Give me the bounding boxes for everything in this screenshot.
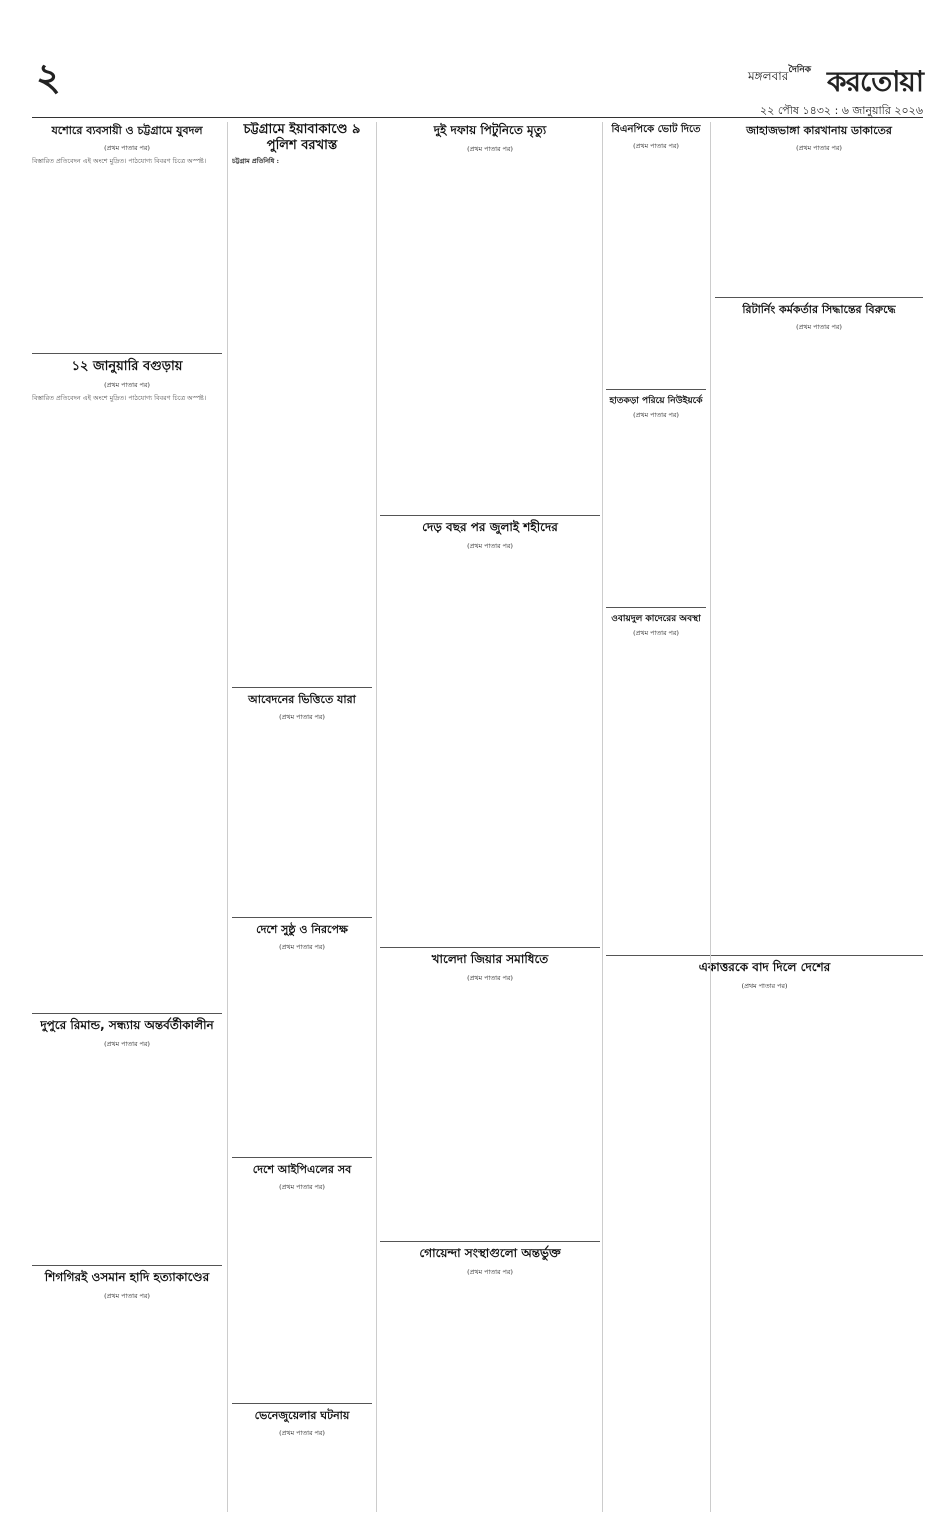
logo-small-text: দৈনিক [788, 65, 811, 75]
story-jessore [32, 122, 222, 350]
continuation-note: (প্রথম পাতার পর) [741, 982, 788, 990]
headline: দেশে আইপিএলের সব [252, 1163, 352, 1176]
column-divider [376, 122, 377, 1512]
continuation-note: (প্রথম পাতার পর) [279, 1183, 325, 1191]
continuation-note: (প্রথম পাতার পর) [104, 1040, 150, 1048]
masthead [0, 0, 945, 117]
headline: চট্টগ্রামে ইয়াবাকাণ্ডে ৯ পুলিশ বরখাস্ত [243, 122, 361, 153]
headline: একাত্তরকে বাদ দিলে দেশের [698, 960, 831, 974]
story-remand [32, 1010, 222, 1070]
headline: গোয়েন্দা সংস্থাগুলো অন্তর্ভুক্ত [419, 1246, 561, 1260]
story-intel [380, 1238, 600, 1278]
continuation-note: (প্রথম পাতার পর) [467, 1268, 513, 1276]
continuation-note: (প্রথম পাতার পর) [796, 144, 842, 152]
headline: ওবায়দুল কাদেরের অবস্থা [611, 614, 701, 624]
logo-name: করতোয়া [827, 65, 923, 98]
story-yaba [232, 122, 372, 182]
story-1971 [606, 952, 923, 992]
headline: যশোরে ব্যবসায়ী ও চট্টগ্রামে যুবদল [51, 124, 203, 137]
headline: জাহাজভাঙ্গা কারখানায় ডাকাতের [746, 124, 892, 137]
continuation-note: (প্রথম পাতার পর) [104, 144, 150, 152]
story-handcuff [606, 386, 706, 426]
story-obaidul [606, 604, 706, 644]
newspaper-logo [748, 60, 923, 107]
story-ipl [232, 1154, 372, 1194]
continuation-note: (প্রথম পাতার পর) [467, 145, 513, 153]
headline: হাতকড়া পরিয়ে নিউইয়র্কে [609, 396, 703, 406]
story-fair [232, 914, 372, 954]
story-khaleda [380, 944, 600, 984]
headline: রিটার্নিং কর্মকর্তার সিদ্ধান্তের বিরুদ্ধে [742, 303, 896, 316]
page-number: ২ [36, 55, 61, 99]
dateline: ২২ পৌষ ১৪৩২ : ৬ জানুয়ারি ২০২৬ [760, 104, 923, 117]
story-returning-officer [715, 294, 923, 334]
continuation-note: (প্রথম পাতার পর) [633, 629, 679, 637]
headline: খালেদা জিয়ার সমাধিতে [431, 952, 549, 966]
headline: দেড় বছর পর জুলাই শহীদের [422, 520, 558, 534]
story-bogura [32, 350, 222, 640]
continuation-note: (প্রথম পাতার পর) [633, 411, 679, 419]
continuation-note: (প্রথম পাতার পর) [279, 1429, 325, 1437]
headline: দুপুরে রিমান্ড, সন্ধ্যায় অন্তর্বর্তীকালীন [40, 1018, 214, 1032]
story-shipyard [715, 122, 923, 162]
continuation-note: (প্রথম পাতার পর) [467, 974, 513, 982]
continuation-note: (প্রথম পাতার পর) [104, 381, 150, 389]
headline: বিএনপিকে ভোট দিতে [611, 124, 701, 135]
continuation-note: (প্রথম পাতার পর) [279, 943, 325, 951]
column-divider [227, 122, 228, 1512]
headline: শিগগিরই ওসমান হাদি হত্যাকাণ্ডের [44, 1270, 210, 1284]
continuation-note: (প্রথম পাতার পর) [104, 1292, 150, 1300]
column-divider [602, 122, 603, 1512]
story-july [380, 512, 600, 552]
continuation-note: (প্রথম পাতার পর) [279, 713, 325, 721]
story-venezuela [232, 1400, 372, 1440]
story-beating [380, 122, 600, 162]
story-body: বিস্তারিত প্রতিবেদন এই অংশে মুদ্রিত। পাঠযোগ্য বিবরণ চিত্রে অস্পষ্ট। [32, 157, 207, 165]
story-abedon [232, 684, 372, 724]
column-divider [710, 122, 711, 1512]
story-bnp-vote [606, 122, 706, 162]
story-body: বিস্তারিত প্রতিবেদন এই অংশে মুদ্রিত। পাঠযোগ্য বিবরণ চিত্রে অস্পষ্ট। [32, 394, 207, 402]
headline: দেশে সুষ্ঠু ও নিরপেক্ষ [256, 923, 348, 936]
continuation-note: (প্রথম পাতার পর) [633, 142, 679, 150]
top-rule [32, 117, 923, 118]
lead-byline: চট্টগ্রাম প্রতিনিধি : [232, 157, 279, 165]
headline: ভেনেজুয়েলার ঘটনায় [254, 1409, 350, 1422]
headline: দুই দফায় পিটুনিতে মৃত্যু [433, 123, 547, 137]
continuation-note: (প্রথম পাতার পর) [467, 542, 513, 550]
story-hadi [32, 1262, 222, 1322]
day-label: মঙ্গলবার [748, 69, 789, 83]
headline: ১২ জানুয়ারি বগুড়ায় [71, 359, 183, 374]
headline: আবেদনের ভিত্তিতে যারা [248, 693, 356, 706]
continuation-note: (প্রথম পাতার পর) [796, 323, 842, 331]
